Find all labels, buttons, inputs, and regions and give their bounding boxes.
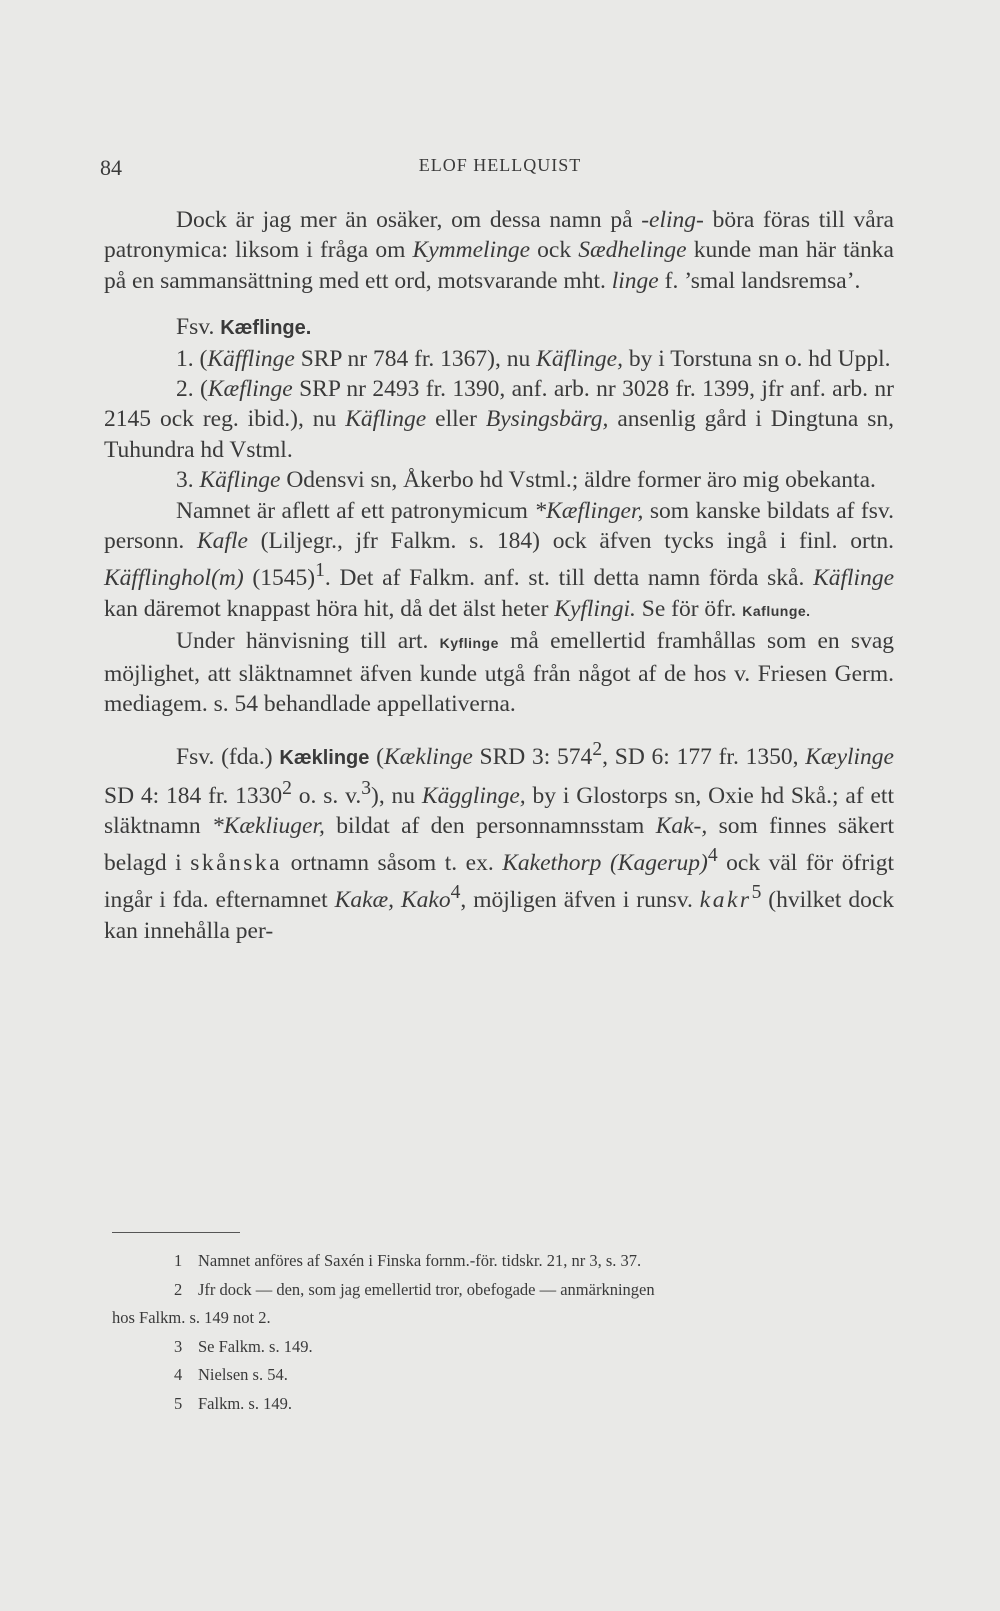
cross-reference: Kyflinge — [439, 635, 499, 652]
cross-reference: Kaflunge. — [742, 602, 811, 619]
footnote-text: Namnet anföres af Saxén i Finska fornm.-för. tidskr. 21, nr 3, s. 37. — [198, 1251, 642, 1270]
spaced-text: skånska — [190, 850, 283, 877]
italic-text: Käfflinge — [207, 345, 295, 372]
paragraph — [104, 465, 894, 495]
footnote-text: Nielsen s. 54. — [198, 1365, 288, 1384]
italic-text: Käflinge, — [536, 345, 623, 372]
text: ortnamn såsom t. ex. — [282, 850, 503, 877]
footnote — [112, 1333, 896, 1362]
text: kan däremot knappast höra hit, då det älst heter — [104, 595, 555, 622]
text: . Det af Falkm. anf. st. till detta namn förda skå. — [324, 565, 814, 592]
text: som finnes säkert belagd i — [104, 812, 894, 877]
text: , möjligen äfven i runsv. — [460, 887, 700, 914]
italic-text: Kak-, — [655, 812, 708, 839]
text: Fsv. (fda.) — [176, 744, 280, 771]
text: f. ’smal landsremsa’. — [658, 267, 861, 294]
italic-text: Kyflingi. — [554, 595, 636, 622]
text: Under hänvisning till art. — [176, 628, 440, 655]
text: Odensvi sn, Åkerbo hd Vstml.; äldre former äro mig obekanta. — [280, 467, 876, 494]
italic-text: Kymmelinge — [412, 237, 531, 264]
italic-text: -eling- — [641, 207, 704, 233]
text: ock väl för öfrigt ingår i fda. efternamnet — [104, 850, 894, 914]
paragraph — [104, 374, 894, 465]
footnote-number: 1 — [174, 1251, 183, 1270]
headword: Kæflinge. — [220, 317, 312, 340]
page-header — [100, 155, 900, 185]
footnote-number: 5 — [174, 1393, 183, 1413]
spaced-text: kakr — [699, 887, 752, 914]
footnote-number: 4 — [174, 1365, 183, 1384]
paragraph — [104, 344, 894, 374]
text: SRP nr 784 fr. 1367), nu — [294, 345, 537, 372]
entry-heading — [104, 312, 894, 343]
text: kunde man här tänka på en sammansättning med ett ord, motsvarande mht. — [104, 237, 894, 294]
footnote — [112, 1390, 896, 1419]
italic-text: Kakæ, Kako — [334, 887, 451, 914]
footnote-ref: 4 — [707, 845, 718, 867]
text: Dock är jag mer än osäker, om dessa namn på — [176, 207, 642, 233]
text: Namnet är aflett af ett patronymicum — [176, 497, 535, 524]
text: (Liljegr., jfr Falkm. s. 184) ock äfven tycks ingå i finl. ortn. — [247, 528, 894, 555]
italic-text: Kakethorp (Kagerup) — [502, 850, 708, 877]
italic-text: Kägglinge, — [421, 782, 526, 809]
text: o. s. v. — [291, 782, 362, 809]
paragraph — [104, 205, 894, 296]
footnote-ref: 2 — [592, 739, 603, 761]
italic-text: Kafle — [197, 528, 248, 555]
footnote-ref: 1 — [315, 560, 325, 582]
page-number: 84 — [100, 155, 122, 180]
italic-text: Käfflinghol(m) — [104, 565, 244, 592]
headword: Kæklinge — [279, 747, 370, 770]
italic-text: Bysingsbärg, — [485, 406, 609, 433]
footnote-text: Jfr dock — den, som jag emellertid tror, obefogade — anmärkningen — [198, 1279, 655, 1299]
italic-text: linge — [611, 267, 659, 294]
italic-text: *Kæflinger, — [534, 497, 644, 524]
text: Se för öfr. — [635, 595, 743, 622]
italic-text: Käflinge — [199, 467, 281, 494]
italic-text: Kæklinge — [384, 744, 473, 771]
text: SD 4: 184 fr. 1330 — [104, 782, 283, 809]
footnote — [112, 1276, 896, 1305]
footnote-continuation: hos Falkm. s. 149 not 2. — [112, 1308, 271, 1327]
text: 3. — [176, 467, 200, 494]
italic-text: Kæylinge — [805, 744, 894, 771]
paragraph — [104, 496, 894, 626]
text: ( — [369, 744, 384, 771]
footnote — [112, 1361, 896, 1390]
italic-text: Käflinge — [813, 565, 895, 592]
text: ansenlig gård i Dingtuna sn, Tuhundra hd Vstml. — [104, 406, 894, 463]
text: må emellertid framhållas som en svag möjlighet, att släktnamnet äfven kunde utgå från något af de hos v. Friesen Germ. mediagem. s. 54 behandlade appellativerna. — [104, 628, 894, 717]
footnotes — [112, 1247, 896, 1418]
footnote-ref: 3 — [361, 777, 372, 799]
running-head: ELOF HELLQUIST — [418, 155, 582, 175]
text: (hvilket dock kan innehålla per- — [104, 887, 895, 944]
italic-text: *Kækliuger, — [211, 812, 325, 839]
paragraph — [104, 626, 894, 719]
paragraph — [104, 735, 894, 946]
italic-text: Käflinge — [345, 406, 427, 433]
footnote-ref: 2 — [282, 777, 292, 799]
text: bildat af den personnamnsstam — [324, 812, 656, 839]
text: , SD 6: 177 fr. 1350, — [602, 744, 806, 771]
text: by i Torstuna sn o. hd Uppl. — [622, 345, 891, 372]
text: 1. ( — [176, 345, 208, 372]
text: Fsv. — [176, 314, 221, 341]
footnote-ref: 4 — [450, 882, 461, 904]
footnote — [112, 1247, 896, 1276]
italic-text: Kæflinge — [207, 376, 293, 403]
text: 2. ( — [176, 376, 208, 403]
text: ), nu — [371, 782, 422, 809]
text: eller — [426, 406, 486, 433]
footnote-ref: 5 — [751, 882, 762, 904]
body-text — [104, 205, 894, 946]
text: ock — [530, 237, 579, 264]
text: (1545) — [243, 565, 316, 592]
footnote-number: 2 — [174, 1279, 183, 1299]
text: SRP nr 2493 fr. 1390, anf. arb. nr 3028 fr. 1399, jfr anf. arb. nr 2145 ock reg. ibid.), nu — [104, 376, 894, 433]
text: SRD 3: 574 — [472, 744, 593, 771]
footnote-number: 3 — [174, 1336, 183, 1356]
text: by i Glostorps sn, Oxie hd Skå.; af ett släktnamn — [104, 782, 894, 839]
footnote-text: Se Falkm. s. 149. — [198, 1336, 313, 1356]
footnote-divider — [112, 1232, 240, 1233]
text: som kanske bildats af fsv. personn. — [104, 497, 894, 555]
text: böra föras till våra patronymica: liksom i fråga om — [104, 207, 894, 264]
footnote-text: Falkm. s. 149. — [198, 1393, 292, 1413]
italic-text: Sædhelinge — [578, 237, 687, 264]
